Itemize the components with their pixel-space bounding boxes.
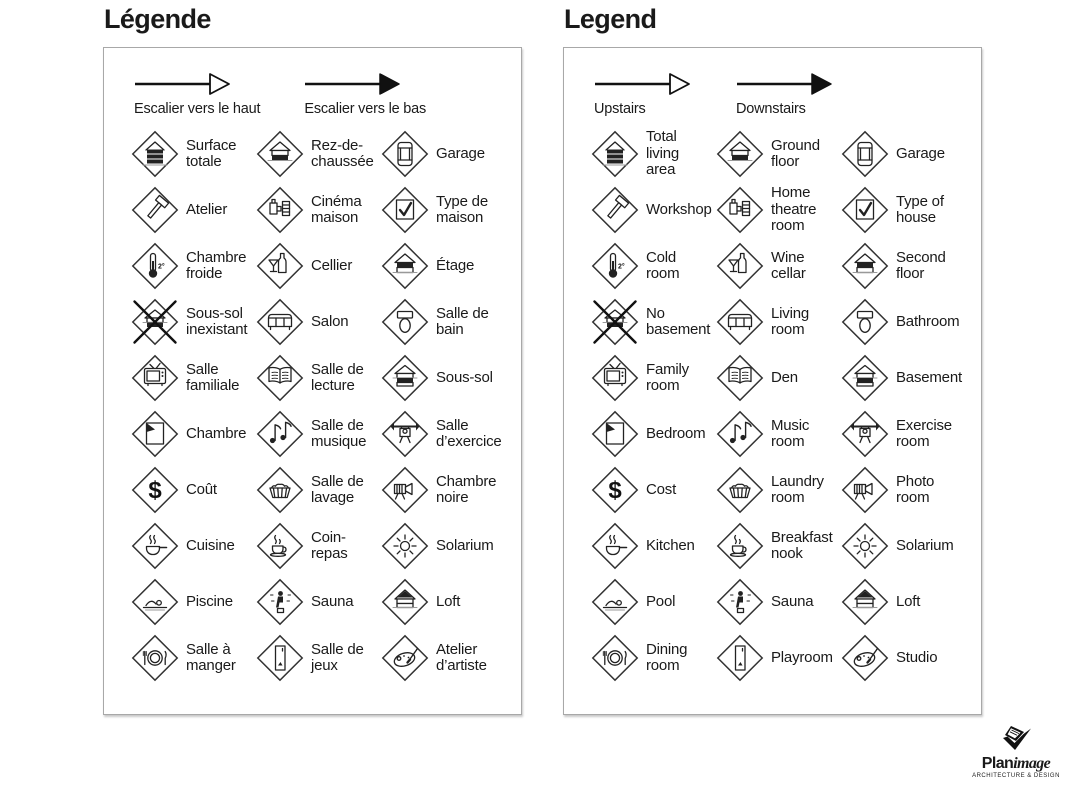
legend-item-label: Salle de lecture bbox=[311, 360, 364, 394]
legend-item-bathroom bbox=[380, 294, 505, 350]
legend-item-type-of-house bbox=[380, 182, 505, 238]
legend-item-den bbox=[715, 350, 840, 406]
legend-item-label: Cost bbox=[646, 480, 677, 498]
workshop-icon bbox=[590, 185, 640, 235]
legend-item-bathroom bbox=[840, 294, 965, 350]
legend-item-label: Loft bbox=[436, 592, 461, 610]
legend-item-living-room bbox=[255, 294, 380, 350]
legend-item-photo-room bbox=[840, 462, 965, 518]
stairs-up-arrow-icon bbox=[594, 72, 692, 96]
legend-item-label: Home theatre room bbox=[771, 184, 817, 235]
legend-item-label: Workshop bbox=[646, 200, 712, 218]
kitchen-icon bbox=[130, 521, 180, 571]
legend-item-label: Salle à manger bbox=[186, 640, 236, 674]
legend-item-label: Studio bbox=[896, 648, 938, 666]
legend-item-label: Den bbox=[771, 368, 798, 386]
legend-item-laundry-room bbox=[255, 462, 380, 518]
bathroom-icon bbox=[380, 297, 430, 347]
legend-box-french bbox=[103, 47, 522, 715]
legend-item-label: Atelier d’artiste bbox=[436, 640, 487, 674]
planimage-logo-mark-icon bbox=[995, 725, 1037, 759]
basement-icon bbox=[840, 353, 890, 403]
bathroom-icon bbox=[840, 297, 890, 347]
pool-icon bbox=[130, 577, 180, 627]
legend-item-playroom bbox=[715, 630, 840, 686]
legend-item-total-living-area bbox=[590, 126, 715, 182]
legend-item-label: Dining room bbox=[646, 640, 688, 674]
legend-item-label: Garage bbox=[436, 144, 485, 162]
legend-item-label: Salle de jeux bbox=[311, 640, 364, 674]
family-room-icon bbox=[590, 353, 640, 403]
legend-item-label: Chambre froide bbox=[186, 248, 247, 282]
legend-grid bbox=[130, 126, 521, 686]
legend-item-wine-cellar bbox=[255, 238, 380, 294]
legend-item-pool bbox=[590, 574, 715, 630]
no-basement-icon bbox=[590, 297, 640, 347]
logo-brand-italic: image bbox=[1013, 755, 1051, 772]
no-basement-icon bbox=[130, 297, 180, 347]
arrow-row bbox=[594, 72, 981, 117]
total-living-area-icon bbox=[590, 129, 640, 179]
legend-panel-french bbox=[103, 4, 522, 715]
legend-item-label: Music room bbox=[771, 416, 810, 450]
legend-item-label: Sauna bbox=[311, 592, 354, 610]
legend-box-english bbox=[563, 47, 982, 715]
legend-item-sauna bbox=[715, 574, 840, 630]
living-room-icon bbox=[715, 297, 765, 347]
legend-item-solarium bbox=[380, 518, 505, 574]
legend-item-label: Salle de musique bbox=[311, 416, 367, 450]
legend-item-home-theatre bbox=[715, 182, 840, 238]
legend-item-living-room bbox=[715, 294, 840, 350]
legend-item-label: Playroom bbox=[771, 648, 833, 666]
legend-item-dining-room bbox=[130, 630, 255, 686]
legend-item-label: Salon bbox=[311, 312, 349, 330]
solarium-icon bbox=[380, 521, 430, 571]
legend-item-label: Chambre noire bbox=[436, 472, 497, 506]
stairs-up-arrow bbox=[594, 72, 692, 117]
legend-item-label: Family room bbox=[646, 360, 689, 394]
legend-item-bedroom bbox=[130, 406, 255, 462]
svg-text:2°: 2° bbox=[618, 263, 625, 271]
legend-item-no-basement bbox=[590, 294, 715, 350]
den-icon bbox=[255, 353, 305, 403]
stairs-up-arrow bbox=[134, 72, 260, 117]
legend-item-label: Type de maison bbox=[436, 192, 488, 226]
legend-item-type-of-house bbox=[840, 182, 965, 238]
legend-item-label: Sous-sol inexistant bbox=[186, 304, 248, 338]
legend-item-label: Wine cellar bbox=[771, 248, 806, 282]
breakfast-nook-icon bbox=[255, 521, 305, 571]
legend-item-label: Total living area bbox=[646, 128, 679, 179]
legend-item-label: Atelier bbox=[186, 200, 228, 218]
legend-item-sauna bbox=[255, 574, 380, 630]
legend-item-label: Salle de lavage bbox=[311, 472, 364, 506]
legend-item-label: Coin-repas bbox=[311, 528, 348, 562]
stairs-up-arrow-icon bbox=[134, 72, 232, 96]
legend-item-second-floor bbox=[380, 238, 505, 294]
legend-item-garage bbox=[380, 126, 505, 182]
legend-item-kitchen bbox=[130, 518, 255, 574]
legend-item-bedroom bbox=[590, 406, 715, 462]
legend-item-label: Surface totale bbox=[186, 136, 237, 170]
second-floor-icon bbox=[380, 241, 430, 291]
bedroom-icon bbox=[130, 409, 180, 459]
legend-item-dining-room bbox=[590, 630, 715, 686]
legend-item-loft bbox=[840, 574, 965, 630]
wine-cellar-icon bbox=[255, 241, 305, 291]
legend-item-label: Garage bbox=[896, 144, 945, 162]
playroom-icon bbox=[255, 633, 305, 683]
panel-title-french: Légende bbox=[104, 4, 211, 34]
photo-room-icon bbox=[380, 465, 430, 515]
studio-icon bbox=[380, 633, 430, 683]
legend-item-den bbox=[255, 350, 380, 406]
stairs-down-arrow-icon bbox=[304, 72, 402, 96]
garage-icon bbox=[840, 129, 890, 179]
legend-item-label: Sous-sol bbox=[436, 368, 493, 386]
panel-title-english: Legend bbox=[564, 4, 657, 34]
legend-item-label: Second floor bbox=[896, 248, 946, 282]
legend-item-music-room bbox=[255, 406, 380, 462]
studio-icon bbox=[840, 633, 890, 683]
planimage-logo bbox=[966, 725, 1066, 779]
svg-text:$: $ bbox=[148, 477, 162, 504]
playroom-icon bbox=[715, 633, 765, 683]
arrow-label: Downstairs bbox=[736, 101, 806, 117]
legend-item-studio bbox=[840, 630, 965, 686]
den-icon bbox=[715, 353, 765, 403]
kitchen-icon bbox=[590, 521, 640, 571]
breakfast-nook-icon bbox=[715, 521, 765, 571]
garage-icon bbox=[380, 129, 430, 179]
solarium-icon bbox=[840, 521, 890, 571]
legend-item-label: Bedroom bbox=[646, 424, 706, 442]
ground-floor-icon bbox=[715, 129, 765, 179]
wine-cellar-icon bbox=[715, 241, 765, 291]
legend-item-photo-room bbox=[380, 462, 505, 518]
legend-item-label: Coût bbox=[186, 480, 217, 498]
workshop-icon bbox=[130, 185, 180, 235]
legend-item-label: Kitchen bbox=[646, 536, 695, 554]
legend-panel-english bbox=[563, 4, 982, 715]
home-theatre-icon bbox=[715, 185, 765, 235]
legend-item-label: Breakfast nook bbox=[771, 528, 833, 562]
legend-item-basement bbox=[380, 350, 505, 406]
legend-item-label: Cuisine bbox=[186, 536, 235, 554]
exercise-room-icon bbox=[840, 409, 890, 459]
legend-item-label: Sauna bbox=[771, 592, 814, 610]
laundry-room-icon bbox=[255, 465, 305, 515]
legend-item-cold-room bbox=[590, 238, 715, 294]
basement-icon bbox=[380, 353, 430, 403]
living-room-icon bbox=[255, 297, 305, 347]
legend-item-label: Type of house bbox=[896, 192, 944, 226]
legend-item-ground-floor bbox=[715, 126, 840, 182]
arrow-label: Escalier vers le bas bbox=[304, 101, 427, 117]
legend-item-garage bbox=[840, 126, 965, 182]
pool-icon bbox=[590, 577, 640, 627]
legend-item-home-theatre bbox=[255, 182, 380, 238]
family-room-icon bbox=[130, 353, 180, 403]
dining-room-icon bbox=[590, 633, 640, 683]
legend-item-wine-cellar bbox=[715, 238, 840, 294]
sauna-icon bbox=[715, 577, 765, 627]
legend-item-label: Cold room bbox=[646, 248, 680, 282]
legend-item-label: Laundry room bbox=[771, 472, 824, 506]
legend-grid bbox=[590, 126, 981, 686]
dining-room-icon bbox=[130, 633, 180, 683]
logo-tagline: ARCHITECTURE & DESIGN bbox=[972, 773, 1060, 779]
music-room-icon bbox=[715, 409, 765, 459]
planimage-logo-text bbox=[966, 756, 1066, 772]
cost-icon bbox=[590, 465, 640, 515]
arrow-label: Upstairs bbox=[594, 101, 646, 117]
cold-room-icon bbox=[130, 241, 180, 291]
legend-item-label: Pool bbox=[646, 592, 676, 610]
legend-item-no-basement bbox=[130, 294, 255, 350]
legend-item-solarium bbox=[840, 518, 965, 574]
ground-floor-icon bbox=[255, 129, 305, 179]
legend-item-label: Solarium bbox=[896, 536, 954, 554]
legend-item-label: Basement bbox=[896, 368, 962, 386]
arrow-row bbox=[134, 72, 521, 117]
laundry-room-icon bbox=[715, 465, 765, 515]
legend-item-basement bbox=[840, 350, 965, 406]
legend-item-label: Rez-de-chaussée bbox=[311, 136, 374, 170]
legend-item-breakfast-nook bbox=[715, 518, 840, 574]
legend-item-family-room bbox=[590, 350, 715, 406]
svg-text:2°: 2° bbox=[158, 263, 165, 271]
legend-item-second-floor bbox=[840, 238, 965, 294]
second-floor-icon bbox=[840, 241, 890, 291]
legend-item-label: Étage bbox=[436, 256, 475, 274]
legend-item-label: Living room bbox=[771, 304, 809, 338]
legend-item-laundry-room bbox=[715, 462, 840, 518]
legend-item-workshop bbox=[130, 182, 255, 238]
cold-room-icon bbox=[590, 241, 640, 291]
legend-item-total-living-area bbox=[130, 126, 255, 182]
legend-item-label: Ground floor bbox=[771, 136, 820, 170]
legend-item-label: Cellier bbox=[311, 256, 353, 274]
legend-item-label: No basement bbox=[646, 304, 711, 338]
legend-item-kitchen bbox=[590, 518, 715, 574]
legend-item-cost bbox=[590, 462, 715, 518]
svg-text:$: $ bbox=[608, 477, 622, 504]
sauna-icon bbox=[255, 577, 305, 627]
photo-room-icon bbox=[840, 465, 890, 515]
legend-item-label: Salle familiale bbox=[186, 360, 240, 394]
legend-item-exercise-room bbox=[840, 406, 965, 462]
type-of-house-icon bbox=[840, 185, 890, 235]
legend-item-label: Exercise room bbox=[896, 416, 952, 450]
stairs-down-arrow bbox=[304, 72, 426, 117]
loft-icon bbox=[380, 577, 430, 627]
legend-item-breakfast-nook bbox=[255, 518, 380, 574]
legend-item-playroom bbox=[255, 630, 380, 686]
total-living-area-icon bbox=[130, 129, 180, 179]
home-theatre-icon bbox=[255, 185, 305, 235]
arrow-label: Escalier vers le haut bbox=[134, 101, 261, 117]
bedroom-icon bbox=[590, 409, 640, 459]
music-room-icon bbox=[255, 409, 305, 459]
legend-item-music-room bbox=[715, 406, 840, 462]
legend-item-cost bbox=[130, 462, 255, 518]
legend-item-label: Loft bbox=[896, 592, 921, 610]
stairs-down-arrow bbox=[736, 72, 834, 117]
legend-item-pool bbox=[130, 574, 255, 630]
legend-item-ground-floor bbox=[255, 126, 380, 182]
loft-icon bbox=[840, 577, 890, 627]
legend-item-label: Piscine bbox=[186, 592, 233, 610]
legend-item-label: Chambre bbox=[186, 424, 247, 442]
type-of-house-icon bbox=[380, 185, 430, 235]
legend-item-label: Solarium bbox=[436, 536, 494, 554]
legend-item-label: Salle d’exercice bbox=[436, 416, 502, 450]
logo-brand-bold: Plan bbox=[981, 755, 1014, 772]
legend-item-cold-room bbox=[130, 238, 255, 294]
legend-item-label: Photo room bbox=[896, 472, 935, 506]
exercise-room-icon bbox=[380, 409, 430, 459]
legend-item-label: Bathroom bbox=[896, 312, 960, 330]
cost-icon bbox=[130, 465, 180, 515]
legend-item-exercise-room bbox=[380, 406, 505, 462]
legend-item-loft bbox=[380, 574, 505, 630]
legend-item-family-room bbox=[130, 350, 255, 406]
legend-item-label: Cinéma maison bbox=[311, 192, 362, 226]
legend-item-studio bbox=[380, 630, 505, 686]
legend-item-label: Salle de bain bbox=[436, 304, 489, 338]
stairs-down-arrow-icon bbox=[736, 72, 834, 96]
legend-item-workshop bbox=[590, 182, 715, 238]
